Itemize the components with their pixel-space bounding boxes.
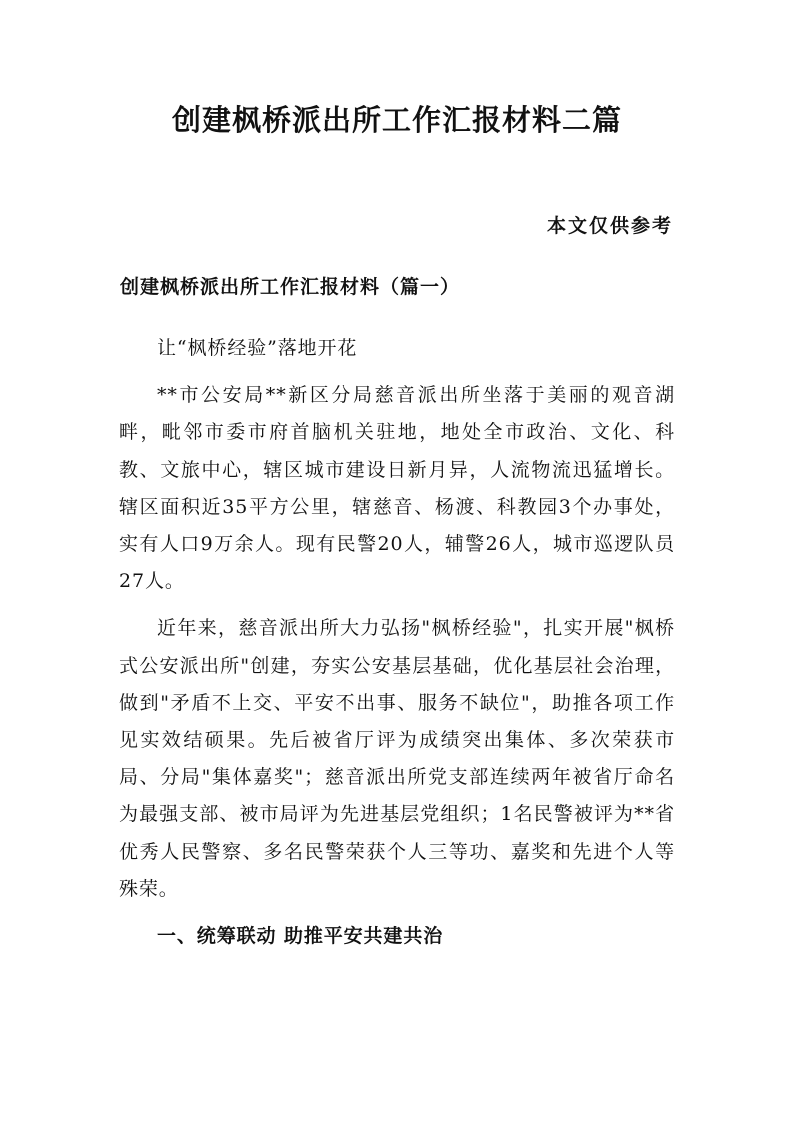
paragraph-overview: **市公安局**新区分局慈音派出所坐落于美丽的观音湖畔，毗邻市委市府首脑机关驻地，地处全市政治、文化、科教、文旅中心，辖区城市建设日新月异，人流物流迅猛增长。辖区面积近35平方公里，辖慈音、杨渡、科教园3个办事处，实有人口9万余人。现有民警20人，辅警26人，城市巡逻队员27人。 — [119, 384, 675, 593]
document-body — [119, 330, 675, 965]
document-title: 创建枫桥派出所工作汇报材料二篇 — [171, 103, 622, 137]
subheading-coordination: 一、统筹联动 助推平安共建共治 — [157, 925, 444, 948]
paragraph-achievements: 近年来，慈音派出所大力弘扬"枫桥经验"，扎实开展"枫桥式公安派出所"创建，夯实公安基层基础，优化基层社会治理，做到"矛盾不上交、平安不出事、服务不缺位"，助推各项工作见实效结硕果。先后被省厅评为成绩突出集体、多次荣获市局、分局"集体嘉奖"；慈音派出所党支部连续两年被省厅命名为最强支部、被市局评为先进基层党组织；1名民警被评为**省优秀人民警察、多名民警荣获个人三等功、嘉奖和先进个人等殊荣。 — [119, 617, 675, 900]
reference-note: 本文仅供参考 — [546, 215, 673, 237]
section-title: 创建枫桥派出所工作汇报材料（篇一） — [120, 276, 461, 298]
paragraph-intro-heading: 让“枫桥经验”落地开花 — [157, 337, 358, 359]
